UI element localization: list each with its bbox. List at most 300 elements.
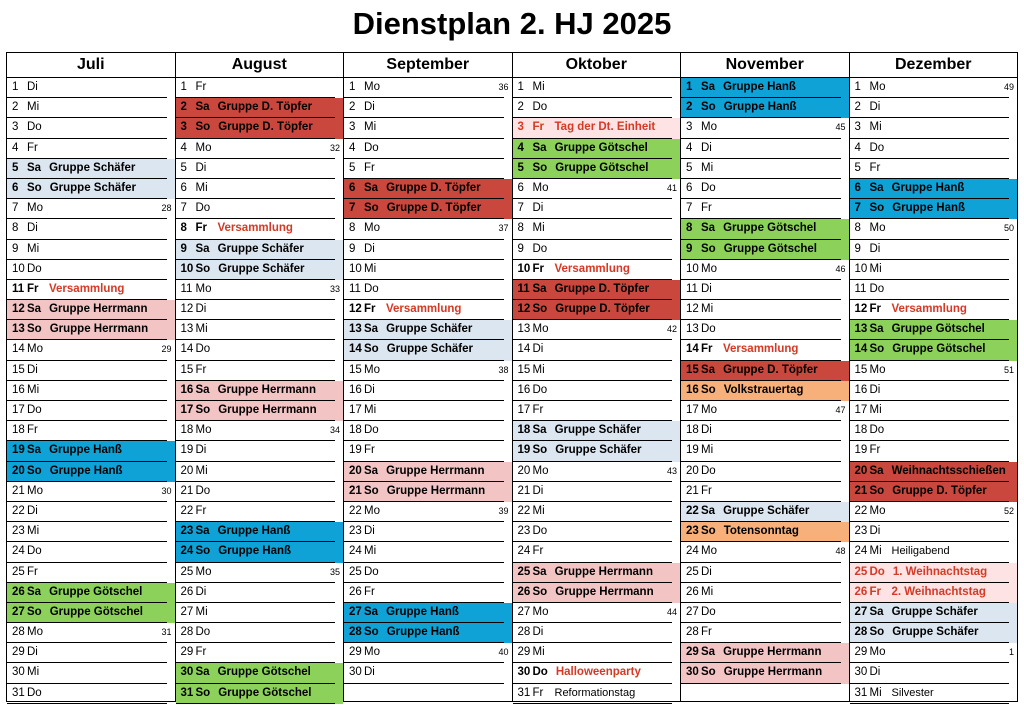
weekday: Mi [364,545,377,558]
event-label: Gruppe D. Töpfer [386,202,482,215]
day-row [850,381,1018,401]
event-label: Gruppe Herrmann [386,464,485,477]
day-row [176,542,344,562]
day-number: 29 [180,646,194,659]
event-label: Gruppe Herrmann [49,303,148,316]
day-number: 6 [854,181,861,194]
day-number: 21 [517,484,531,497]
weekday: Do [532,383,548,396]
day-row [513,98,681,118]
weekday: Sa [195,666,210,679]
day-row [176,684,344,704]
day-row [513,563,681,583]
day-row [850,563,1018,583]
day-number: 22 [517,504,531,517]
day-number: 4 [180,141,187,154]
weekday: Fr [532,404,544,416]
weekday: Di [364,101,375,114]
month-column-juli [7,53,175,701]
day-row [344,320,512,340]
event-label: Gruppe Herrmann [554,565,653,578]
day-row [176,159,344,179]
day-row [344,663,512,683]
weekday: Fr [701,626,712,639]
day-row [7,159,175,179]
weekday: Sa [869,464,884,477]
event-label: Gruppe Götschel [892,343,986,356]
event-label: Versammlung [891,303,967,316]
day-row [513,340,681,360]
day-row [513,381,681,401]
day-row [7,240,175,260]
event-label: Versammlung [723,343,799,356]
weekday: Di [364,242,375,255]
day-row [850,78,1018,98]
weekday: Do [364,282,379,295]
day-row [513,623,681,643]
day-row [344,462,512,482]
day-number: 27 [180,605,194,618]
weekday: Fr [27,141,38,154]
weekday: Mi [364,121,377,134]
day-row [344,219,512,239]
weekday: Do [869,565,885,578]
day-row [513,421,681,441]
day-number: 10 [12,262,25,275]
day-number: 23 [180,525,194,538]
day-number: 31 [12,686,25,699]
day-number: 10 [854,262,868,275]
day-row [681,623,849,643]
day-number: 29 [517,646,531,659]
weekday: Mo [195,141,212,154]
day-row [513,139,681,159]
day-number: 8 [854,222,861,235]
day-number: 25 [854,565,868,578]
day-number: 26 [854,585,868,598]
event-label: 2. Weihnachtstag [891,585,986,598]
weekday: Mi [532,222,545,235]
event-label: Gruppe Götschel [49,585,143,598]
day-row [344,118,512,138]
day-row [850,684,1018,704]
day-number: 16 [854,383,868,396]
weekday: Mi [869,686,882,699]
day-number: 10 [517,262,531,275]
day-number: 27 [854,605,868,618]
day-number: 27 [686,605,699,618]
day-row [681,320,849,340]
weekday: Mo [364,504,380,517]
day-number: 30 [349,666,362,679]
day-number: 30 [12,666,25,679]
event-label: Halloweenparty [555,666,641,679]
event-label: Gruppe Herrmann [723,646,822,659]
day-number: 10 [349,262,362,275]
day-row [513,401,681,421]
day-row [176,381,344,401]
event-label: Gruppe D. Töpfer [723,363,818,376]
day-number: 23 [854,525,868,538]
day-row [513,643,681,663]
weekday: Di [532,626,544,639]
weekday: Fr [195,363,207,376]
month-column-august [175,53,344,701]
day-row [7,623,175,643]
day-row [7,663,175,683]
event-label: Gruppe Hanß [386,605,459,618]
weekday: So [701,101,716,114]
day-number: 16 [349,383,362,396]
day-number: 20 [854,464,868,477]
event-label: Gruppe Hanß [891,181,965,194]
weekday: Mi [869,545,882,558]
day-number: 19 [12,444,25,457]
event-label: Gruppe Herrmann [217,383,316,396]
weekday: Di [195,161,207,174]
day-number: 28 [12,626,25,639]
weekday: So [532,303,548,316]
weekday: Fr [532,262,544,275]
day-number: 17 [854,404,868,416]
weekday: Do [195,202,211,215]
day-number: 31 [180,686,194,699]
day-number: 16 [686,383,699,396]
day-row [850,98,1018,118]
day-number: 9 [349,242,356,255]
day-row [850,643,1018,663]
day-number: 28 [517,626,531,639]
day-number: 28 [854,626,868,639]
weekday: Fr [195,222,207,235]
weekday: Do [532,666,548,679]
day-number: 25 [349,565,362,578]
day-row [344,482,512,502]
day-number: 25 [517,565,531,578]
weekday: So [364,202,379,215]
day-number: 22 [12,504,25,517]
day-row [681,502,849,522]
day-number: 20 [349,464,362,477]
weekday: Di [701,424,712,437]
day-number: 20 [180,464,194,477]
day-row [850,421,1018,441]
day-row [344,421,512,441]
weekday: Mo [869,646,886,659]
day-number: 1 [12,81,19,93]
day-row [7,340,175,360]
weekday: Sa [532,565,547,578]
day-row [176,240,344,260]
weekday: Mo [195,565,212,578]
weekday: Mo [532,605,549,618]
day-number: 28 [180,626,194,639]
weekday: Mi [195,181,208,194]
week-number: 43 [666,465,677,476]
day-row [850,118,1018,138]
day-number: 8 [349,222,356,235]
day-row [681,583,849,603]
week-number: 45 [835,122,846,133]
weekday: Mi [27,242,40,255]
day-number: 1 [686,81,693,93]
day-number: 5 [12,161,19,174]
weekday: Mi [701,585,714,598]
day-row [850,219,1018,239]
day-row [681,643,849,663]
day-row [681,280,849,300]
day-row [850,300,1018,320]
event-label: Gruppe D. Töpfer [892,484,987,497]
day-row [681,522,849,542]
weekday: Sa [364,605,379,618]
day-number: 30 [180,666,194,679]
day-row [7,502,175,522]
day-row [513,300,681,320]
weekday: Mi [532,81,545,93]
day-row [513,260,681,280]
day-number: 3 [349,121,356,134]
day-number: 28 [349,626,362,639]
day-row [344,603,512,623]
day-row [176,199,344,219]
day-number: 6 [180,181,187,194]
day-number: 16 [180,383,194,396]
day-number: 11 [180,282,193,295]
day-number: 1 [349,81,356,93]
event-label: Reformationstag [554,686,636,699]
weekday: Di [869,666,881,679]
weekday: Mo [532,323,549,336]
event-label: Totensonntag [723,525,799,538]
day-number: 2 [517,101,524,114]
day-number: 26 [180,585,194,598]
day-number: 8 [12,222,19,235]
event-label: Gruppe D. Töpfer [386,181,481,194]
weekday: Mi [532,646,545,659]
weekday: So [532,444,548,457]
day-number: 29 [349,646,362,659]
day-number: 17 [12,404,25,416]
event-label: Weihnachtsschießen [891,464,1006,477]
day-row [681,78,849,98]
weekday: Do [869,141,885,154]
day-number: 25 [180,565,194,578]
weekday: Mi [701,444,714,457]
day-number: 13 [686,323,699,336]
event-label: Gruppe Schäfer [723,504,810,517]
day-number: 5 [686,161,693,174]
day-number: 11 [686,282,698,295]
event-label: Gruppe Herrmann [555,585,654,598]
day-number: 8 [686,222,693,235]
day-number: 19 [854,444,868,457]
day-number: 9 [854,242,861,255]
day-row [176,179,344,199]
week-number: 34 [329,425,340,436]
event-label: Gruppe Schäfer [555,444,642,457]
day-number: 8 [180,222,187,235]
event-label: Gruppe D. Töpfer [554,282,650,295]
day-row [176,623,344,643]
weekday: Mo [364,646,380,659]
month-column-september [343,53,512,701]
weekday: Fr [364,585,375,598]
day-number: 18 [517,424,531,437]
day-number: 14 [686,343,699,356]
day-row [850,361,1018,381]
week-number: 37 [498,223,509,234]
weekday: So [869,626,885,639]
day-number: 21 [349,484,362,497]
day-row [513,522,681,542]
day-row [176,583,344,603]
weekday: Sa [701,504,716,517]
weekday: Mo [869,504,886,517]
day-number: 7 [180,202,187,215]
weekday: Di [701,565,712,578]
day-number: 24 [517,545,531,558]
weekday: Mi [532,504,545,517]
weekday: Di [27,363,38,376]
event-label: Gruppe Schäfer [554,424,641,437]
event-label: Gruppe Götschel [555,161,649,174]
weekday: Di [532,202,544,215]
day-number: 15 [686,363,699,376]
day-number: 21 [12,484,25,497]
weekday: Fr [869,585,881,598]
weekday: Sa [869,323,884,336]
weekday: So [364,626,379,639]
day-row [681,98,849,118]
event-label: Gruppe D. Töpfer [217,101,313,114]
day-row [344,78,512,98]
day-row [513,502,681,522]
weekday: Di [195,444,207,457]
week-number: 49 [1003,82,1014,92]
weekday: Do [27,686,42,699]
day-number: 24 [854,545,868,558]
week-number: 46 [835,263,846,274]
weekday: Mi [27,383,40,396]
weekday: Mo [701,262,717,275]
week-number: 40 [498,647,509,658]
event-label: Gruppe Hanß [49,444,122,457]
day-row [176,340,344,360]
calendar-grid [6,52,1018,702]
weekday: So [195,262,211,275]
weekday: Di [532,343,544,356]
day-number: 12 [854,303,868,316]
day-row [176,118,344,138]
day-row [7,441,175,461]
day-row [176,139,344,159]
day-number: 24 [349,545,362,558]
day-row [344,199,512,219]
weekday: Mo [701,121,717,134]
event-label: Volkstrauertag [723,383,804,396]
day-row [176,421,344,441]
day-number: 2 [686,101,693,114]
day-number: 15 [180,363,194,376]
day-number: 12 [349,303,362,316]
week-number: 30 [161,485,172,496]
weekday: Mo [869,81,886,93]
day-row [176,320,344,340]
day-row [513,179,681,199]
day-number: 13 [12,323,25,336]
event-label: Heiligabend [891,545,950,558]
weekday: So [701,666,716,679]
weekday: Do [869,424,885,437]
day-row [344,98,512,118]
weekday: Mi [27,666,40,679]
week-number: 47 [835,405,846,415]
day-number: 25 [12,565,25,578]
weekday: Di [869,383,881,396]
day-row [850,240,1018,260]
day-number: 6 [686,181,693,194]
day-row [7,482,175,502]
weekday: Mo [869,363,886,376]
day-row [681,361,849,381]
event-label: Gruppe Hanß [723,81,796,93]
day-number: 25 [686,565,699,578]
day-number: 7 [349,202,356,215]
day-number: 14 [854,343,868,356]
week-number: 29 [161,344,172,355]
event-label: Silvester [891,686,934,699]
day-row [7,462,175,482]
day-row [681,441,849,461]
day-number: 23 [12,525,25,538]
weekday: Sa [701,363,716,376]
day-number: 4 [349,141,356,154]
day-number: 5 [854,161,861,174]
event-label: Gruppe Hanß [386,626,460,639]
day-row [7,603,175,623]
week-number: 52 [1003,505,1014,516]
weekday: Sa [27,444,42,457]
day-number: 23 [517,525,531,538]
weekday: Sa [27,161,42,174]
weekday: Mo [532,464,549,477]
day-row [850,401,1018,421]
day-number: 27 [517,605,531,618]
event-label: Gruppe Schäfer [49,161,136,174]
event-label: Gruppe Schäfer [891,605,978,618]
day-row [344,159,512,179]
day-number: 14 [517,343,531,356]
weekday: Mi [27,101,40,114]
day-row [681,482,849,502]
day-number: 12 [517,303,531,316]
weekday: Sa [532,424,547,437]
day-number: 4 [517,141,524,154]
event-label: Gruppe Herrmann [386,484,486,497]
day-row [850,663,1018,683]
weekday: Do [701,605,716,618]
day-row [850,340,1018,360]
day-row [850,139,1018,159]
weekday: Sa [195,383,210,396]
day-row [176,98,344,118]
weekday: Do [364,565,379,578]
day-number: 19 [180,444,194,457]
weekday: Sa [869,181,884,194]
day-row [7,219,175,239]
event-label: Gruppe Götschel [723,242,817,255]
